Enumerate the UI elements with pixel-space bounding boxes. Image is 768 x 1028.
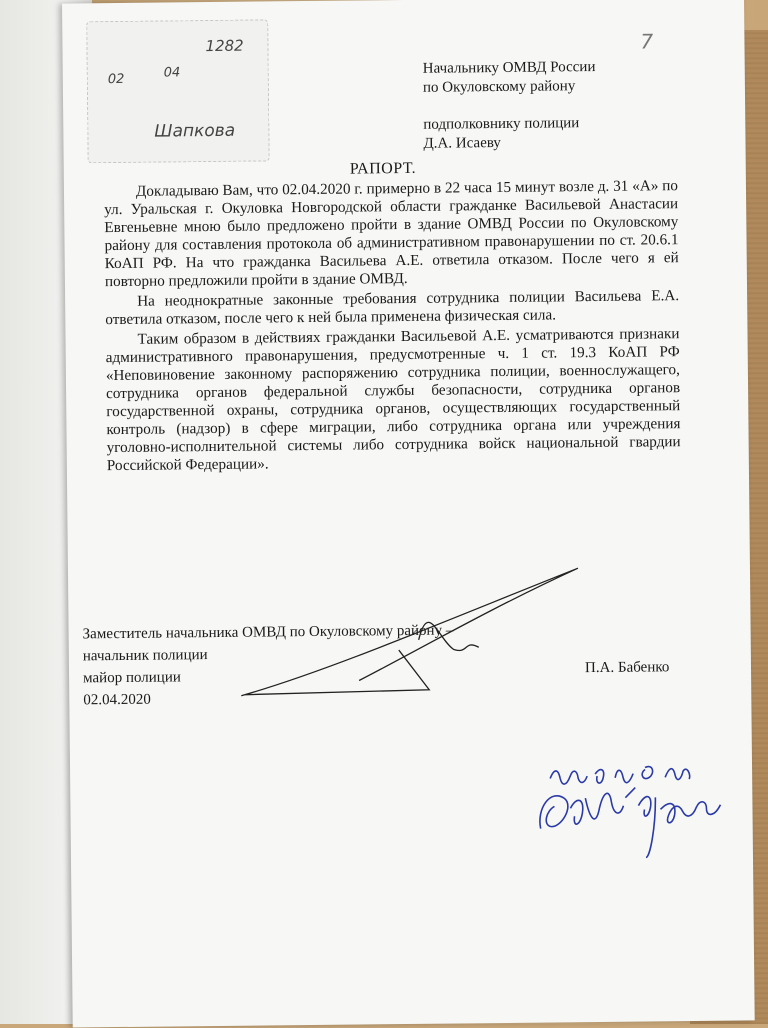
report-paragraph: Докладываю Вам, что 02.04.2020 г. примерно в 22 часа 15 минут возле д. 31 «А» по ул. Уральская г. Окуловка Новгородской области гражданке Васильевой Анастасии Евгеньевне мною было предложено пройти в здание ОМВД России по Окуловскому району для составления протокола об административном правонарушении по ст. 20.6.1 КоАП РФ. На что гражданка Васильева А.Е. ответила отказом. После чего я ей повторно предложили пройти в здание ОМВД. [104, 177, 679, 291]
registration-stamp [86, 19, 269, 163]
document-page [62, 0, 755, 1028]
stamp-day: 02 [107, 71, 125, 88]
stamp-month: 04 [163, 65, 181, 81]
addressee-line: подполковнику полиции [423, 115, 580, 133]
addressee-block [423, 58, 597, 154]
stamp-number: 1282 [205, 36, 244, 56]
report-paragraph: Таким образом в действиях гражданки Васильевой А.Е. усматриваются признаки административного правонарушения, предусмотренные ч. 1 ст. 19.3 КоАП РФ «Неповиновение законному распоряжению сотрудника полиции, военнослужащего, сотрудника органов федеральной службы безопасности, сотрудника органов государственной охраны, сотрудника органов, осуществляющих государственный контроль (надзор) в сфере миграции, либо сотрудника органа или учреждения уголовно-исполнительной системы либо сотрудника войск национальной гвардии Российской Федерации». [105, 325, 681, 475]
signature-block [83, 620, 455, 712]
report-paragraph: На неоднократные законные требования сотрудника полиции Васильева Е.А. ответила отказом, после чего к ней была применена физическая сила. [105, 287, 680, 329]
report-body [104, 177, 681, 477]
page-number: 7 [640, 29, 654, 54]
stamp-signature: Шапкова [154, 120, 236, 142]
report-date: 02.04.2020 [83, 691, 151, 709]
document-title: РАПОРТ. [349, 159, 417, 178]
addressee-line: Д.А. Исаеву [423, 134, 501, 152]
addressee-line: Начальнику ОМВД России [422, 58, 596, 77]
signer-position: начальник полиции [82, 647, 208, 665]
signer-position: Заместитель начальника ОМВД по Окуловскому району – [82, 622, 454, 643]
addressee-line: по Окуловскому району [422, 78, 576, 96]
signer-name: П.А. Бабенко [584, 659, 670, 677]
certification-handwriting [539, 766, 721, 859]
signer-rank: майор полиции [83, 669, 181, 687]
